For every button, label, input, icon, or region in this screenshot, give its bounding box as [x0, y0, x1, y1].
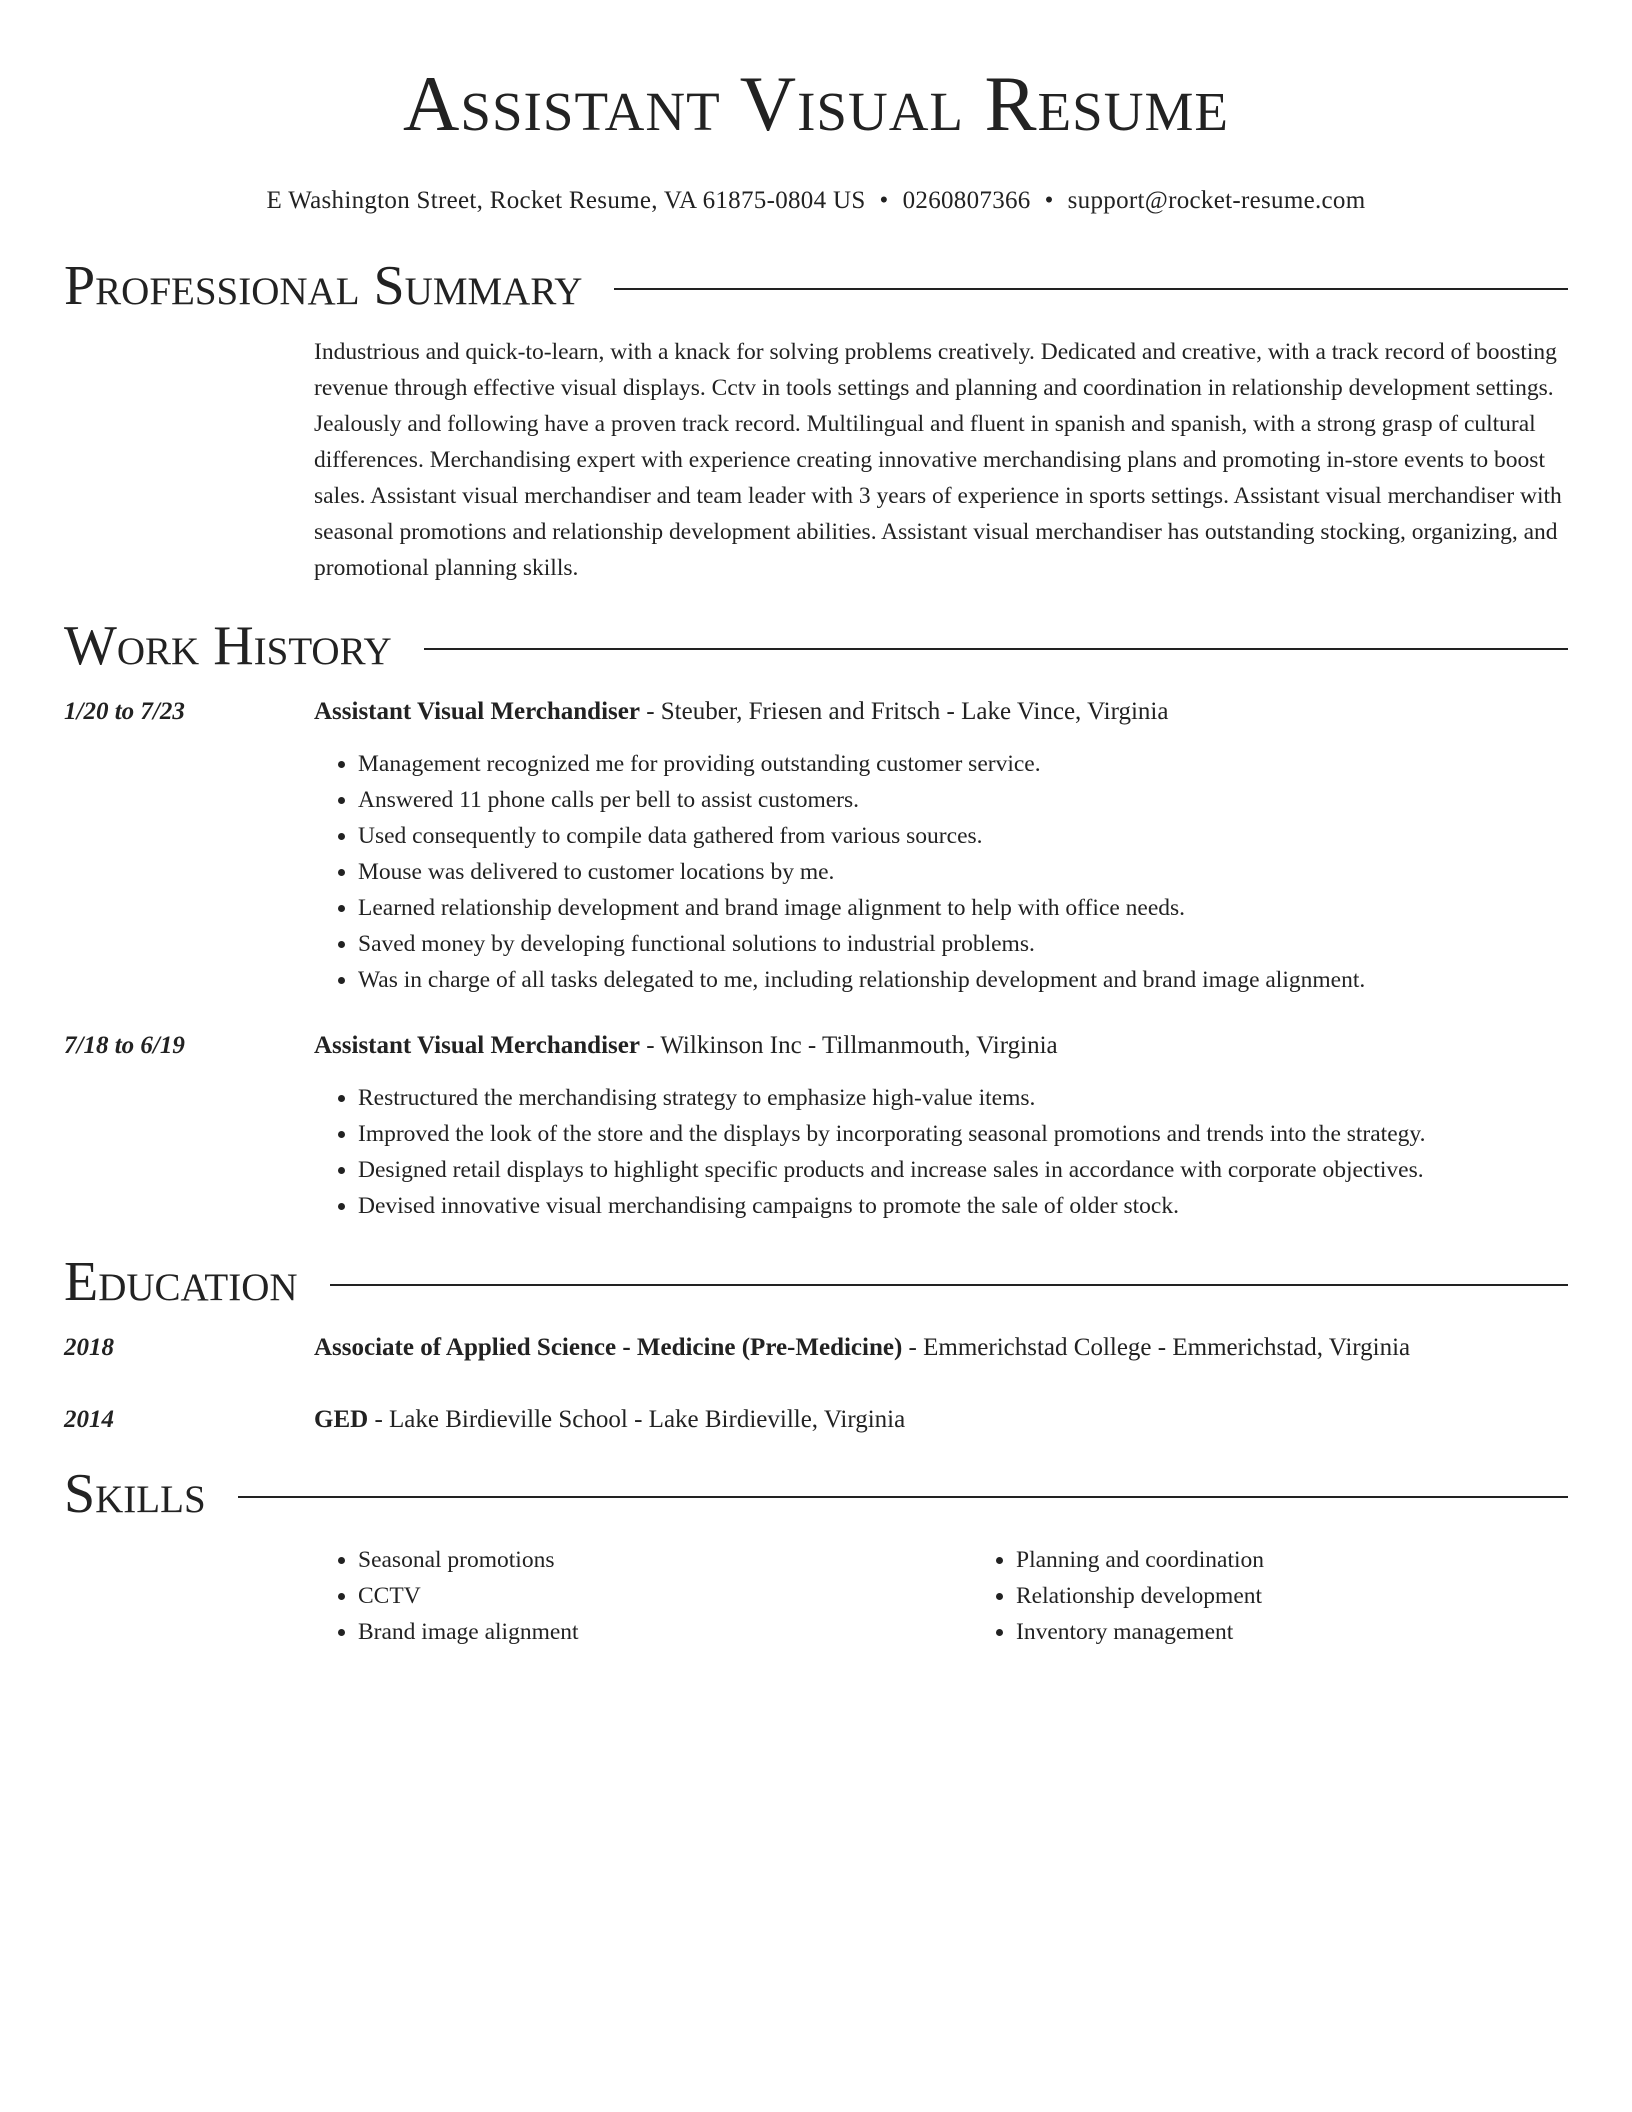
- separator: •: [879, 187, 889, 214]
- email: support@rocket-resume.com: [1067, 187, 1366, 214]
- list-item: • Was in charge of all tasks delegated to me, including relationship development and brand image alignment.: [358, 962, 1568, 998]
- job-entry: [64, 694, 1568, 998]
- list-item: • Answered 11 phone calls per bell to assist customers.: [358, 782, 1568, 818]
- education-year: 2018: [64, 1334, 114, 1361]
- education-year: 2014: [64, 1406, 114, 1433]
- job-details: - Wilkinson Inc - Tillmanmouth, Virginia: [639, 1032, 1058, 1059]
- education-section-header: [64, 1248, 1568, 1316]
- section-divider: [614, 288, 1568, 290]
- job-dates: 1/20 to 7/23: [64, 698, 185, 725]
- section-divider: [330, 1284, 1568, 1286]
- separator: •: [1044, 187, 1054, 214]
- resume-name: Assistant Visual Resume: [403, 60, 1229, 147]
- job-position: Assistant Visual Merchandiser: [314, 698, 640, 725]
- section-title-education: Education: [64, 1251, 298, 1313]
- list-item: • Learned relationship development and brand image alignment to help with office needs.: [358, 890, 1568, 926]
- section-divider: [424, 648, 1568, 650]
- section-title-skills: Skills: [64, 1463, 206, 1525]
- job-bullets: [314, 1080, 1568, 1224]
- skill-item: • Inventory management: [1016, 1614, 1630, 1650]
- job-bullets: [314, 746, 1568, 998]
- job-position: Assistant Visual Merchandiser: [314, 1032, 640, 1059]
- resume-header: [64, 0, 1568, 218]
- list-item: • Used consequently to compile data gathered from various sources.: [358, 818, 1568, 854]
- skills-section-header: [64, 1460, 1568, 1528]
- list-item: • Mouse was delivered to customer locations by me.: [358, 854, 1568, 890]
- education-details: - Emmerichstad College - Emmerichstad, Virginia: [902, 1334, 1411, 1361]
- list-item: • Improved the look of the store and the displays by incorporating seasonal promotions and trends into the strategy.: [358, 1116, 1568, 1152]
- job-title-line: [314, 1028, 1568, 1064]
- list-item: • Designed retail displays to highlight specific products and increase sales in accordance with corporate objectives.: [358, 1152, 1568, 1188]
- summary-spacer: [64, 334, 314, 586]
- job-title-line: [314, 694, 1568, 730]
- list-item: • Devised innovative visual merchandising campaigns to promote the sale of older stock.: [358, 1188, 1568, 1224]
- skills-spacer: [64, 1528, 314, 1650]
- list-item: • Saved money by developing functional solutions to industrial problems.: [358, 926, 1568, 962]
- skill-item: • Relationship development: [1016, 1578, 1630, 1614]
- skill-item: • Seasonal promotions: [358, 1542, 972, 1578]
- skills-row: [64, 1528, 1568, 1650]
- skills-list-left: [314, 1542, 972, 1650]
- education-details: - Lake Birdieville School - Lake Birdieville, Virginia: [368, 1406, 906, 1433]
- job-details: - Steuber, Friesen and Fritsch - Lake Vince, Virginia: [639, 698, 1169, 725]
- list-item: • Restructured the merchandising strategy to emphasize high-value items.: [358, 1080, 1568, 1116]
- section-title-work: Work History: [64, 615, 392, 677]
- skill-item: • Planning and coordination: [1016, 1542, 1630, 1578]
- skills-list-right: [972, 1542, 1630, 1650]
- summary-text: Industrious and quick-to-learn, with a knack for solving problems creatively. Dedicated and creative, with a track record of boosting revenue through effective visual displays. Cctv in tools settings and planning and coordination in relationship development settings. Jealously and following have a proven track record. Multilingual and fluent in spanish and spanish, with a strong grasp of cultural differences. Merchandising expert with experience creating innovative merchandising plans and promoting in-store events to boost sales. Assistant visual merchandiser and team leader with 3 years of experience in sports settings. Assistant visual merchandiser with seasonal promotions and relationship development abilities. Assistant visual merchandiser has outstanding stocking, organizing, and promotional planning skills.: [314, 339, 1562, 581]
- education-degree: GED: [314, 1406, 369, 1433]
- education-entry: [64, 1402, 1568, 1438]
- job-entry: [64, 1028, 1568, 1224]
- skill-item: • CCTV: [358, 1578, 972, 1614]
- summary-section-header: [64, 252, 1568, 320]
- skills-grid: [314, 1542, 1630, 1650]
- address: E Washington Street, Rocket Resume, VA 61875-0804 US: [266, 187, 866, 214]
- contact-line: [64, 184, 1568, 218]
- phone: 0260807366: [902, 187, 1031, 214]
- skill-item: • Brand image alignment: [358, 1614, 972, 1650]
- section-title-summary: Professional Summary: [64, 255, 583, 317]
- education-degree: Associate of Applied Science - Medicine (Pre-Medicine): [314, 1334, 903, 1361]
- section-divider: [238, 1496, 1568, 1498]
- work-section-header: [64, 612, 1568, 680]
- job-dates: 7/18 to 6/19: [64, 1032, 185, 1059]
- summary-row: [64, 334, 1568, 586]
- education-entry: [64, 1330, 1568, 1366]
- list-item: • Management recognized me for providing outstanding customer service.: [358, 746, 1568, 782]
